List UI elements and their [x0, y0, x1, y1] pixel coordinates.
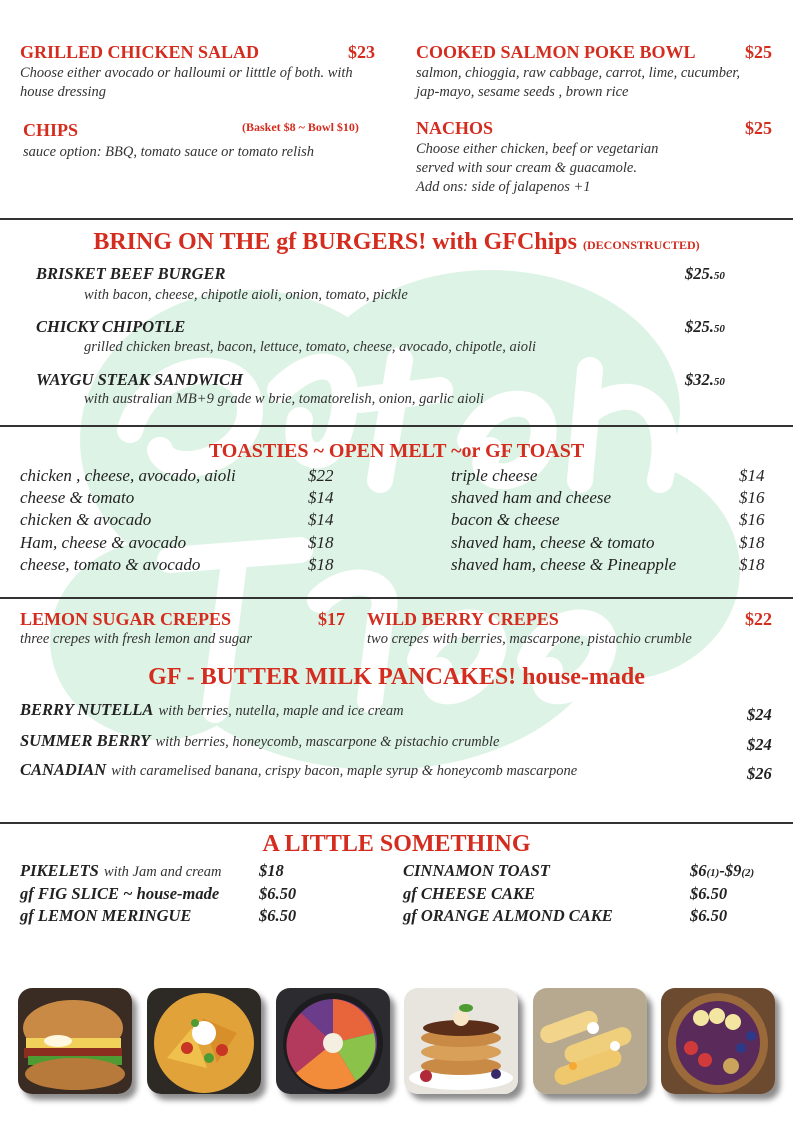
photo-burger: [18, 988, 132, 1094]
salmon-poke-title: COOKED SALMON POKE BOWL: [416, 42, 696, 62]
nachos-price: $25: [745, 118, 772, 138]
pancake-1: [20, 700, 404, 721]
photo-poke-bowl: [276, 988, 390, 1094]
pancakes-title: GF - BUTTER MILK PANCAKES! house-made: [148, 664, 645, 690]
toastie-left-5-price: $18: [308, 555, 334, 574]
pancake-3-desc: with caramelised banana, crispy bacon, maple syrup & honeycomb mascarpone: [111, 763, 578, 779]
toastie-left-4-price: $18: [308, 533, 334, 552]
pancake-1-desc: with berries, nutella, maple and ice cream: [158, 703, 404, 719]
toastie-left-2-price: $14: [308, 488, 334, 507]
burger-3-price-main: $32.: [685, 370, 714, 389]
nachos-title: NACHOS: [416, 118, 494, 138]
toastie-left-4-name: Ham, cheese & avocado: [20, 533, 187, 552]
burger-1-price: [685, 264, 725, 284]
burger-1-price-cents: 50: [713, 270, 725, 282]
little-left-1: [20, 861, 221, 882]
little-left-3-price: $6.50: [259, 906, 297, 925]
chips-price: (Basket $8 ~ Bowl $10): [242, 120, 359, 134]
grilled-chicken-salad-title: GRILLED CHICKEN SALAD: [20, 42, 260, 62]
toastie-right-5-price: $18: [739, 555, 765, 574]
little-right-3-price: $6.50: [690, 906, 728, 925]
little-something-title: A LITTLE SOMETHING: [262, 831, 531, 857]
divider-1: [0, 218, 793, 220]
toastie-right-2-name: shaved ham and cheese: [451, 488, 612, 507]
toastie-right-3-name: bacon & cheese: [451, 510, 560, 529]
toastie-right-2-price: $16: [739, 488, 765, 507]
toastie-left-2-name: cheese & tomato: [20, 488, 135, 507]
pancake-2-name: SUMMER BERRY: [20, 731, 151, 750]
burgers-title-text: BRING ON THE gf BURGERS! with GFChips: [93, 229, 577, 255]
nachos-desc-3: Add ons: side of jalapenos +1: [416, 179, 591, 195]
salmon-poke-desc-1: salmon, chioggia, raw cabbage, carrot, lime, cucumber,: [416, 65, 741, 81]
wild-berry-crepes-title: WILD BERRY CREPES: [367, 609, 559, 629]
cinnamon-price-1: $6: [690, 861, 707, 880]
burger-2-desc: grilled chicken breast, bacon, lettuce, tomato, cheese, avocado, chipotle, aioli: [84, 339, 537, 355]
burger-3-price-cents: 50: [713, 376, 725, 388]
cinnamon-qty-2: (2): [741, 867, 755, 879]
burger-1-desc: with bacon, cheese, chipotle aioli, onion, tomato, pickle: [84, 287, 408, 303]
burger-3-desc: with australian MB+9 grade w brie, tomatorelish, onion, garlic aioli: [84, 391, 484, 407]
toastie-right-5-name: shaved ham, cheese & Pineapple: [451, 555, 677, 574]
toastie-right-4-price: $18: [739, 533, 765, 552]
toastie-left-1-name: chicken , cheese, avocado, aioli: [20, 466, 236, 485]
salmon-poke-price: $25: [745, 42, 772, 62]
burger-2-price: [685, 317, 725, 337]
burger-2-price-cents: 50: [713, 323, 725, 335]
little-left-2-price: $6.50: [259, 884, 297, 903]
pancake-1-name: BERRY NUTELLA: [20, 700, 154, 719]
chips-desc: sauce option: BBQ, tomato sauce or tomato relish: [23, 144, 315, 160]
photo-pancakes: [404, 988, 518, 1094]
pancake-3-name: CANADIAN: [20, 760, 107, 779]
photo-acai-bowl: [661, 988, 775, 1094]
toastie-right-1-price: $14: [739, 466, 765, 485]
toastie-right-1-name: triple cheese: [451, 466, 538, 485]
pancake-2-desc: with berries, honeycomb, mascarpone & pistachio crumble: [155, 734, 500, 750]
chips-title: CHIPS: [23, 120, 79, 140]
burger-1-name: BRISKET BEEF BURGER: [36, 264, 226, 283]
little-right-2-name: gf CHEESE CAKE: [403, 884, 536, 903]
lemon-crepes-price: $17: [318, 609, 345, 629]
toastie-left-1-price: $22: [308, 466, 334, 485]
pancake-1-price: $24: [747, 705, 772, 724]
burgers-title-suffix: (DECONSTRUCTED): [582, 238, 700, 252]
toastie-left-3-price: $14: [308, 510, 334, 529]
toasties-title: TOASTIES ~ OPEN MELT ~or GF TOAST: [208, 440, 585, 462]
lemon-crepes-title: LEMON SUGAR CREPES: [20, 609, 232, 629]
divider-4: [0, 822, 793, 824]
burgers-title: [0, 229, 793, 256]
little-right-3-name: gf ORANGE ALMOND CAKE: [403, 906, 613, 925]
little-right-1-name: CINNAMON TOAST: [403, 861, 550, 880]
little-left-2-name: gf FIG SLICE ~ house-made: [20, 884, 220, 903]
divider-2: [0, 425, 793, 427]
little-right-2-price: $6.50: [690, 884, 728, 903]
toastie-left-3-name: chicken & avocado: [20, 510, 152, 529]
cinnamon-price-2: -$9: [719, 861, 742, 880]
toastie-right-4-name: shaved ham, cheese & tomato: [451, 533, 655, 552]
toastie-left-5-name: cheese, tomato & avocado: [20, 555, 201, 574]
nachos-desc-1: Choose either chicken, beef or vegetarian: [416, 141, 659, 157]
burger-3-price: [685, 370, 725, 390]
little-left-1-name: PIKELETS: [20, 861, 99, 880]
cinnamon-qty-1: (1): [706, 867, 720, 879]
toastie-right-3-price: $16: [739, 510, 765, 529]
pancake-2-price: $24: [747, 735, 772, 754]
photo-nachos: [147, 988, 261, 1094]
wild-berry-crepes-desc: two crepes with berries, mascarpone, pistachio crumble: [367, 631, 692, 647]
pancake-2: [20, 731, 499, 752]
little-left-1-price: $18: [259, 861, 284, 880]
pancake-3: [20, 760, 577, 781]
little-left-1-desc: with Jam and cream: [103, 864, 222, 880]
grilled-chicken-salad-desc-1: Choose either avocado or halloumi or litttle of both. with: [20, 65, 353, 81]
salmon-poke-desc-2: jap-mayo, sesame seeds , brown rice: [416, 84, 629, 100]
burger-3-name: WAYGU STEAK SANDWICH: [36, 370, 243, 389]
grilled-chicken-salad-desc-2: house dressing: [20, 84, 107, 100]
little-left-3-name: gf LEMON MERINGUE: [20, 906, 192, 925]
little-right-1-price: [690, 861, 754, 881]
photo-crepes: [533, 988, 647, 1094]
burger-1-price-main: $25.: [685, 264, 714, 283]
burger-2-price-main: $25.: [685, 317, 714, 336]
burger-2-name: CHICKY CHIPOTLE: [36, 317, 186, 336]
divider-3: [0, 597, 793, 599]
nachos-desc-2: served with sour cream & guacamole.: [416, 160, 637, 176]
grilled-chicken-salad-price: $23: [348, 42, 375, 62]
wild-berry-crepes-price: $22: [745, 609, 772, 629]
pancake-3-price: $26: [747, 764, 772, 783]
lemon-crepes-desc: three crepes with fresh lemon and sugar: [20, 631, 252, 647]
